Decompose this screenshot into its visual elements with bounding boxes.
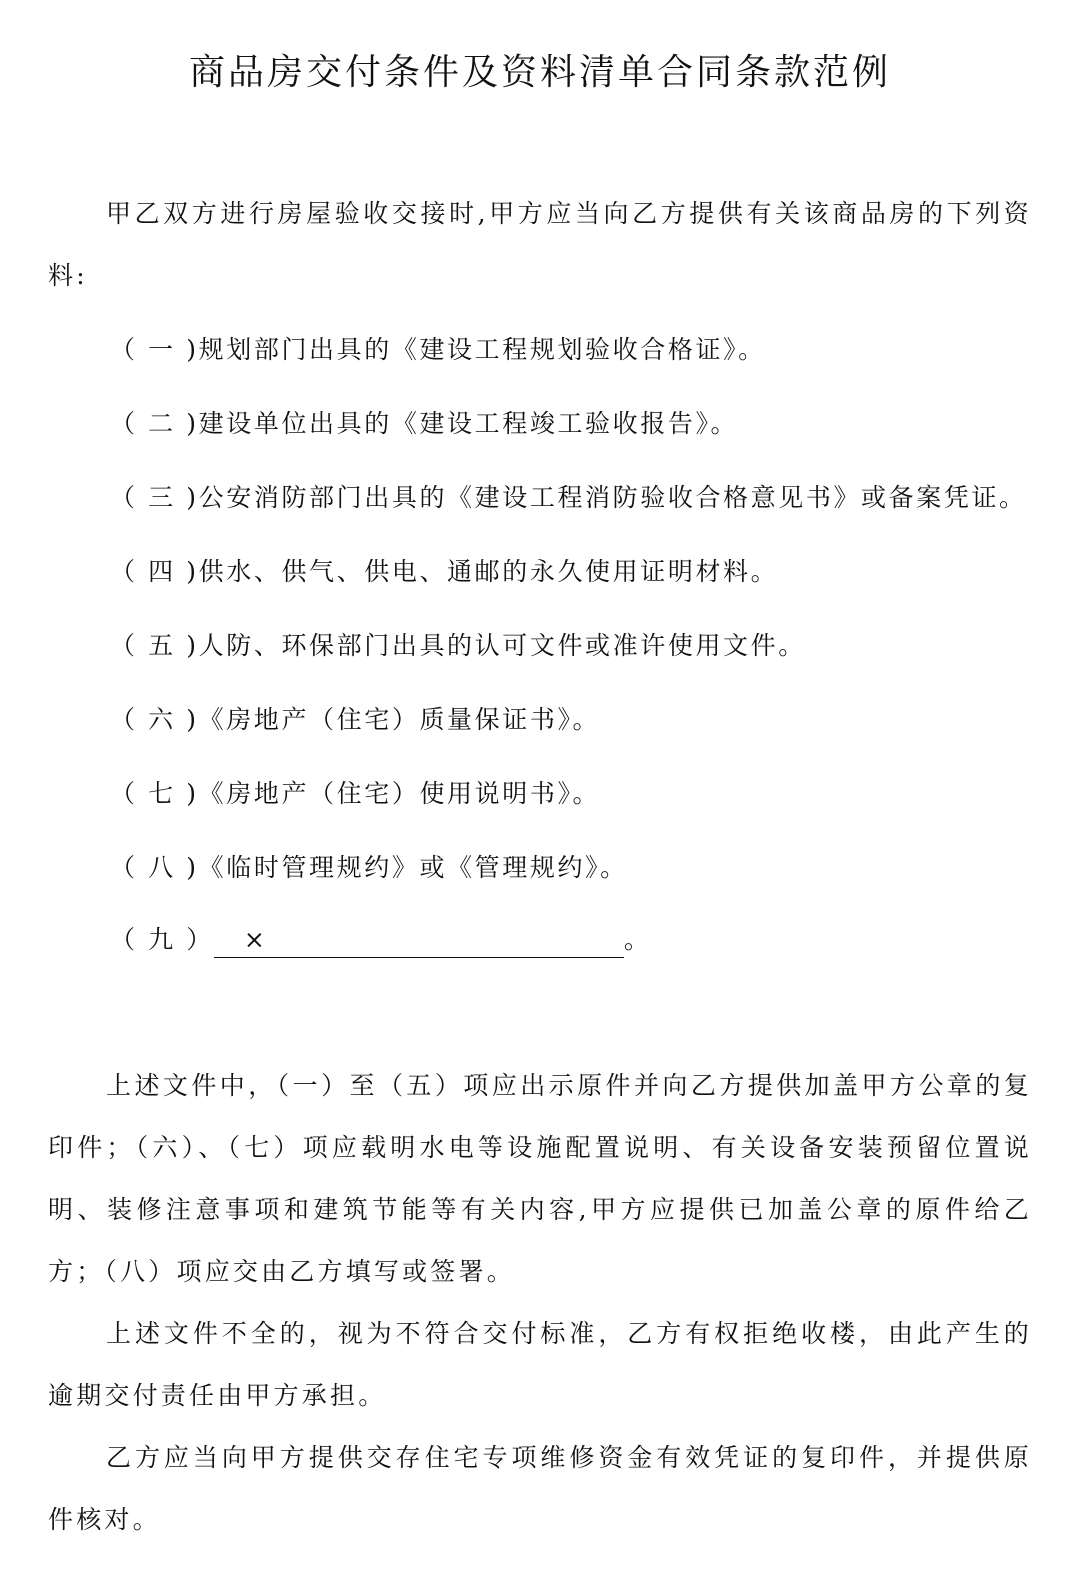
fill-in-blank: × — [214, 923, 624, 958]
list-item-7: （ 七 )《房地产（住宅）使用说明书》。 — [110, 779, 601, 808]
list-item-2: （ 二 )建设单位出具的《建设工程竣工验收报告》。 — [110, 409, 739, 438]
list-item-9-prefix: （ 九 ） — [110, 925, 214, 954]
summary-paragraph-1: 上述文件中，（一）至（五）项应出示原件并向乙方提供加盖甲方公章的复印件；（六）、（七）项应载明水电等设施配置说明、有关设备安装预留位置说明、装修注意事项和建筑节能等有关内容,甲方应提供已加盖公章的原件给乙方；（八）项应交由乙方填写或签署。 — [48, 1071, 1032, 1286]
summary-paragraph-2: 上述文件不全的，视为不符合交付标准，乙方有权拒绝收楼，由此产生的逾期交付责任由甲方承担。 — [48, 1319, 1032, 1410]
intro-paragraph: 甲乙双方进行房屋验收交接时,甲方应当向乙方提供有关该商品房的下列资料: — [48, 199, 1032, 290]
list-item-5: （ 五 )人防、环保部门出具的认可文件或准许使用文件。 — [110, 631, 806, 660]
summary-paragraph-3: 乙方应当向甲方提供交存住宅专项维修资金有效凭证的复印件，并提供原件核对。 — [48, 1443, 1032, 1534]
list-item-9-suffix: 。 — [623, 925, 652, 954]
list-item-4: （ 四 )供水、供气、供电、通邮的永久使用证明材料。 — [110, 557, 779, 586]
list-item-8: （ 八 )《临时管理规约》或《管理规约》。 — [110, 853, 628, 882]
list-item-3: （ 三 )公安消防部门出具的《建设工程消防验收合格意见书》或备案凭证。 — [110, 483, 1027, 512]
list-item-9 — [110, 920, 1050, 960]
list-item-1: （ 一 )规划部门出具的《建设工程规划验收合格证》。 — [110, 335, 766, 364]
list-item-6: （ 六 )《房地产（住宅）质量保证书》。 — [110, 705, 601, 734]
document-title: 商品房交付条件及资料清单合同条款范例 — [188, 52, 891, 93]
